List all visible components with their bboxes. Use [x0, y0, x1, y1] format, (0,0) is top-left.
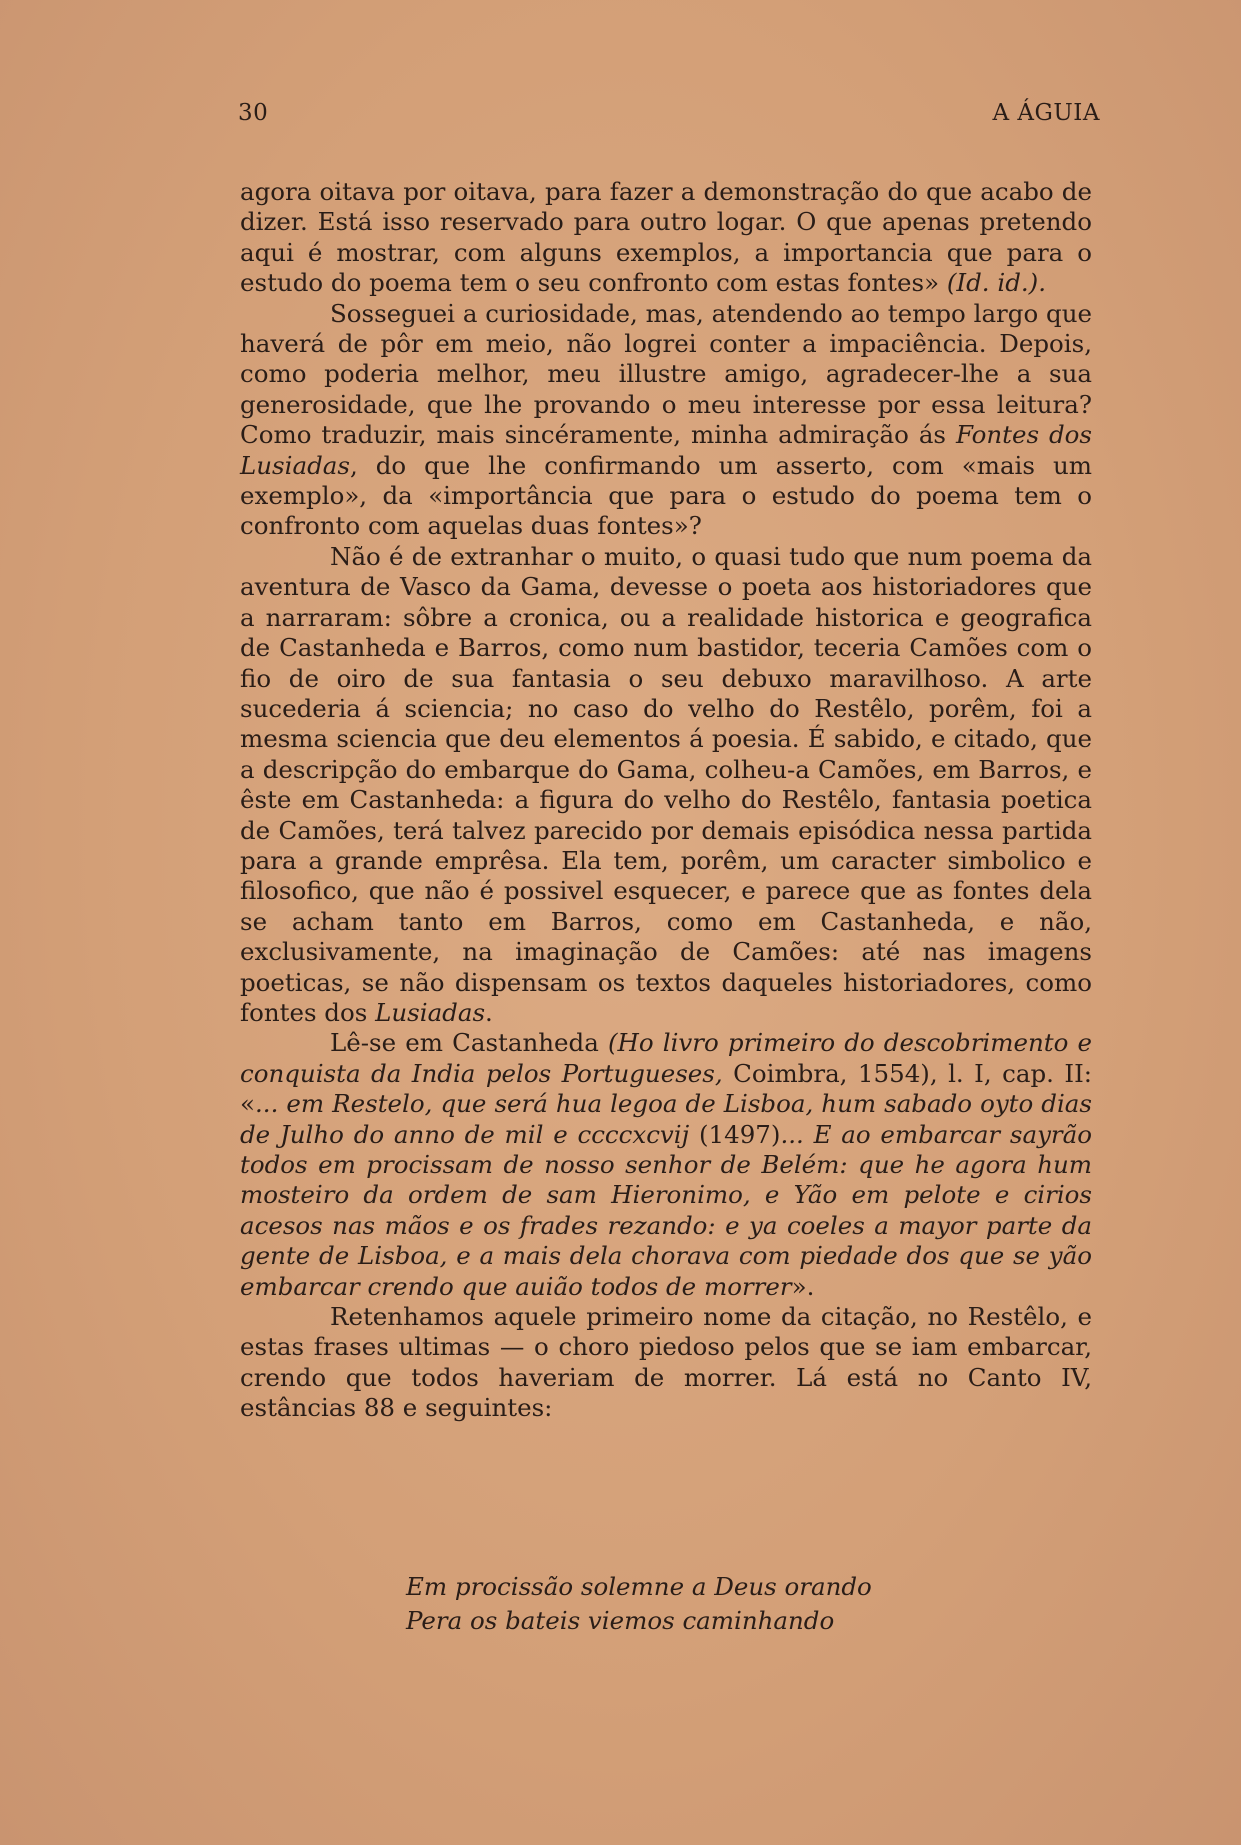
text-run: ». — [791, 1271, 815, 1301]
page-number: 30 — [238, 100, 269, 126]
verse-line: Pera os bateis viemos caminhando — [406, 1606, 835, 1635]
body-text — [240, 177, 1092, 1424]
paragraph — [240, 1302, 1092, 1424]
italic-text: ... em Restelo, que será hua legoa de Lisboa, hum sabado oyto dias de Julho do anno de mil e ccccxcvij — [240, 1089, 1092, 1149]
italic-text: ... E ao embarcar sayrão todos em procissam de nosso senhor de Belém: que he agora hum mosteiro da ordem de sam Hieronimo, e Yão em pelote e cirios acesos nas mãos e os frades rezando: e ya coeles a mayor parte da gente de Lisboa, e a mais dela chorava com piedade dos que se yão embarcar crendo que auião todos de morrer — [240, 1119, 1092, 1301]
paragraph — [240, 1028, 1092, 1302]
paragraph — [240, 177, 1092, 299]
text-run: (1497) — [689, 1119, 781, 1149]
verse-quotation — [406, 1570, 1006, 1638]
text-run: Coimbra, 1554), l. I, cap. II: « — [240, 1058, 1092, 1119]
text-run: . — [485, 997, 493, 1027]
text-run: agora oitava por oitava, para fazer a demonstração do que acabo de dizer. Está isso reservado para outro logar. O que apenas pretendo aqui é mostrar, com alguns exemplos, a importancia que para o estudo do poema tem o seu confronto com estas fontes» — [240, 177, 1092, 298]
running-head — [238, 100, 1100, 140]
verse-line: Em procissão solemne a Deus orando — [406, 1572, 872, 1601]
text-run: , do que lhe confirmando um asserto, com «mais um exemplo», da «importância que para o estudo do poema tem o confronto com aquelas duas fontes»? — [240, 450, 1092, 541]
paragraph — [240, 299, 1092, 542]
text-run: Sosseguei a curiosidade, mas, atendendo ao tempo largo que haverá de pôr em meio, não logrei conter a impaciência. Depois, como poderia melhor, meu illustre amigo, agradecer-lhe a sua generosidade, que lhe provando o meu interesse por essa leitura? Como traduzir, mais sincéramente, minha admiração ás — [240, 298, 1092, 450]
running-title: A ÁGUIA — [992, 100, 1100, 126]
paragraph — [240, 542, 1092, 1029]
italic-text: (Id. id.). — [946, 268, 1047, 298]
text-run: Lê-se em Castanheda — [330, 1028, 608, 1058]
text-run: Retenhamos aquele primeiro nome da citação, no Restêlo, e estas frases ultimas — o choro piedoso pelos que se iam embarcar, crendo que todos haveriam de morrer. Lá está no Canto IV, estâncias 88 e seguintes: — [240, 1302, 1092, 1423]
italic-text: (Ho livro primeiro do descobrimento e conquista da India pelos Portugueses, — [240, 1028, 1092, 1088]
italic-text: Fontes dos Lusiadas — [240, 420, 1092, 480]
text-run: Não é de extranhar o muito, o quasi tudo que num poema da aventura de Vasco da Gama, devesse o poeta aos historiadores que a narraram: sôbre a cronica, ou a realidade historica e geografica de Castanheda e Barros, como num bastidor, teceria Camões com o fio de oiro de sua fantasia o seu debuxo maravilhoso. A arte sucederia á sciencia; no caso do velho do Restêlo, porêm, foi a mesma sciencia que deu elementos á poesia. É sabido, e citado, que a descripção do embarque do Gama, colheu-a Camões, em Barros, e êste em Castanheda: a figura do velho do Restêlo, fantasia poetica de Camões, terá talvez parecido por demais episódica nessa partida para a grande emprêsa. Ela tem, porêm, um caracter simbolico e filosofico, que não é possivel esquecer, e parece que as fontes dela se acham tanto em Barros, como em Castanheda, e não, exclusivamente, na imaginação de Camões: até nas imagens poeticas, se não dispensam os textos daqueles historiadores, como fontes dos — [240, 541, 1092, 1027]
italic-text: Lusiadas — [375, 997, 486, 1027]
